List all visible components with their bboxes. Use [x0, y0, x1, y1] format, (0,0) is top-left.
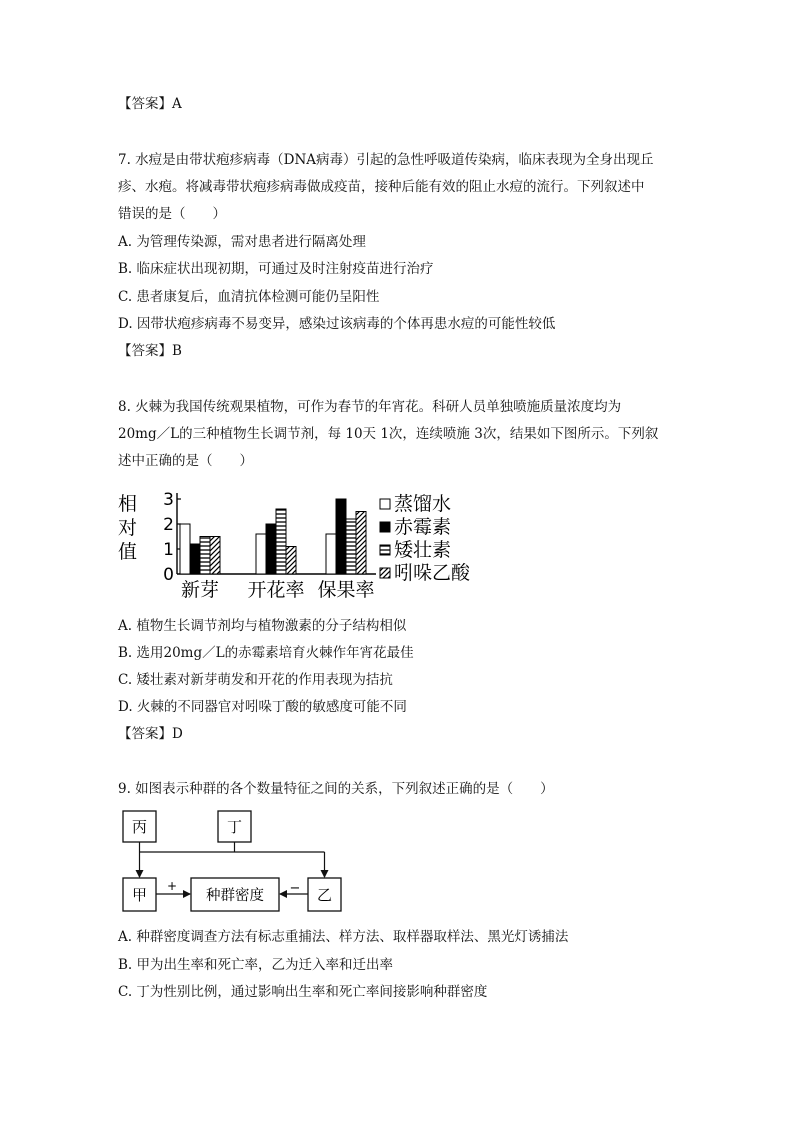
y-tick-label: 3 — [163, 490, 174, 510]
box-bing-label: 丙 — [131, 818, 148, 836]
legend-swatch — [380, 545, 390, 555]
bar-矮壮素-开花率 — [276, 509, 286, 574]
bar-蒸馏水-保果率 — [326, 534, 336, 574]
answer-label: 【答案】 — [118, 726, 172, 742]
plus-sign: + — [166, 879, 178, 893]
bar-蒸馏水-开花率 — [256, 534, 266, 574]
answer-label: 【答案】 — [118, 343, 172, 359]
box-center-label: 种群密度 — [206, 888, 264, 904]
answer-label: 【答案】 — [118, 96, 172, 112]
y-axis-label-char: 对 — [118, 517, 138, 539]
y-tick-label: 0 — [163, 565, 174, 585]
bar-chart — [118, 488, 498, 600]
q7-option-a: A. 为管理传染源，需对患者进行隔离处理 — [118, 234, 366, 250]
population-diagram — [118, 806, 348, 918]
answer-value: B — [172, 343, 182, 359]
bar-矮壮素-保果率 — [346, 519, 356, 574]
y-tick-label: 2 — [163, 515, 174, 535]
x-tick-label: 新芽 — [180, 579, 220, 600]
q7-stem-line-1: 7. 水痘是由带状疱疹病毒（DNA病毒）引起的急性呼吸道传染病，临床表现为全身出现丘 — [118, 152, 654, 168]
bar-吲哚乙酸-新芽 — [210, 537, 220, 575]
bar-蒸馏水-新芽 — [180, 524, 190, 574]
answer-value: A — [172, 96, 182, 112]
q7-option-b: B. 临床症状出现初期，可通过及时注射疫苗进行治疗 — [118, 261, 434, 277]
q9-option-c: C. 丁为性别比例，通过影响出生率和死亡率间接影响种群密度 — [118, 984, 488, 1000]
answer-value: D — [172, 726, 183, 742]
x-tick-label: 保果率 — [317, 579, 375, 600]
legend-swatch — [380, 499, 390, 509]
q7-option-c: C. 患者康复后，血清抗体检测可能仍呈阳性 — [118, 289, 380, 305]
y-tick-label: 1 — [163, 540, 174, 560]
q8-stem-line-3: 述中正确的是（ ） — [118, 453, 253, 469]
bar-赤霉素-保果率 — [336, 499, 346, 574]
q8-option-c: C. 矮壮素对新芽萌发和开花的作用表现为拮抗 — [118, 672, 393, 688]
q8-answer — [118, 724, 183, 744]
q8-option-a: A. 植物生长调节剂均与植物激素的分子结构相似 — [118, 618, 407, 634]
q6-answer — [118, 94, 182, 114]
q9-option-b: B. 甲为出生率和死亡率，乙为迁入率和迁出率 — [118, 957, 394, 973]
q9-option-a: A. 种群密度调查方法有标志重捕法、样方法、取样器取样法、黑光灯诱捕法 — [118, 929, 569, 945]
q8-option-b: B. 选用20mg／L的赤霉素培育火棘作年宵花最佳 — [118, 645, 414, 661]
legend-label: 赤霉素 — [394, 516, 452, 538]
q7-option-d: D. 因带状疱疹病毒不易变异，感染过该病毒的个体再患水痘的可能性较低 — [118, 316, 556, 332]
bar-吲哚乙酸-保果率 — [356, 512, 366, 575]
bar-矮壮素-新芽 — [200, 537, 210, 575]
minus-sign: − — [289, 881, 301, 896]
legend-label: 矮壮素 — [394, 539, 452, 561]
q8-stem-line-2: 20mg／L的三种植物生长调节剂，每 10天 1次，连续喷施 3次，结果如下图所示。下列叙 — [118, 426, 659, 442]
x-tick-label: 开花率 — [247, 579, 305, 600]
y-axis-label-char: 相 — [118, 493, 138, 515]
q7-answer — [118, 341, 182, 361]
legend-label: 吲哚乙酸 — [394, 562, 471, 584]
q7-stem-line-2: 疹、水疱。将减毒带状疱疹病毒做成疫苗，接种后能有效的阻止水痘的流行。下列叙述中 — [118, 179, 645, 195]
bar-赤霉素-开花率 — [266, 524, 276, 574]
box-jia-label: 甲 — [131, 886, 148, 904]
legend-label: 蒸馏水 — [394, 493, 452, 515]
bar-赤霉素-新芽 — [190, 544, 200, 574]
legend-swatch — [380, 568, 390, 578]
box-yi-label: 乙 — [316, 886, 333, 904]
q8-stem-line-1: 8. 火棘为我国传统观果植物，可作为春节的年宵花。科研人员单独喷施质量浓度均为 — [118, 399, 622, 415]
q8-option-d: D. 火棘的不同器官对吲哚丁酸的敏感度可能不同 — [118, 699, 407, 715]
box-ding-label: 丁 — [226, 818, 243, 836]
bar-吲哚乙酸-开花率 — [286, 547, 296, 575]
legend-swatch — [380, 522, 390, 532]
y-axis-label-char: 值 — [118, 541, 138, 563]
q9-stem: 9. 如图表示种群的各个数量特征之间的关系，下列叙述正确的是（ ） — [118, 781, 554, 797]
q7-stem-line-3: 错误的是（ ） — [118, 206, 226, 222]
